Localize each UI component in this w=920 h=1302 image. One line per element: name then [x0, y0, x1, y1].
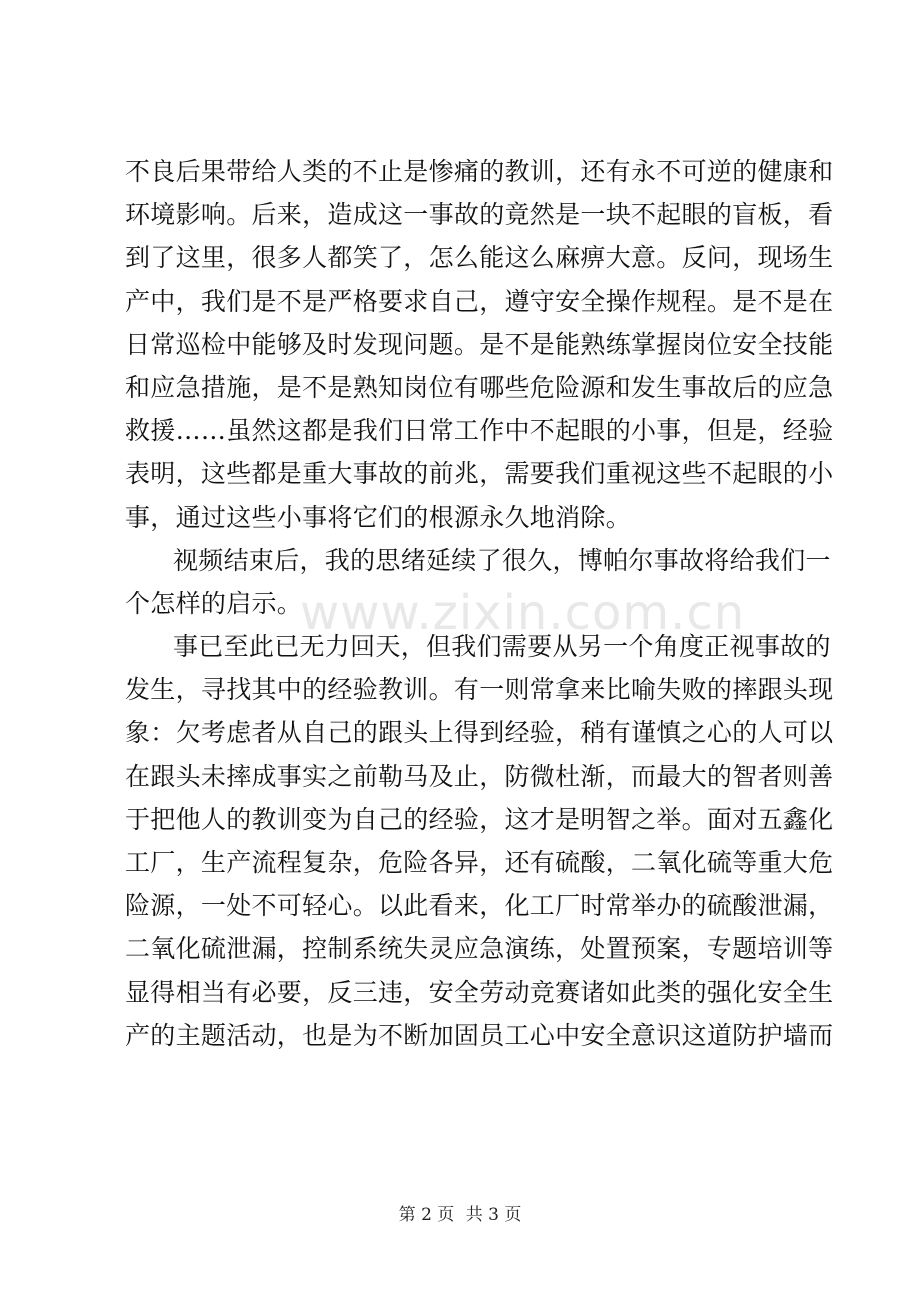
text-line: 不良后果带给人类的不止是惨痛的教训，还有永不可逆的健康和	[125, 157, 834, 186]
text-line: 二氧化硫泄漏，控制系统失灵应急演练，处置预案，专题培训等	[125, 934, 834, 964]
page-number: 第 2 页	[398, 1205, 455, 1225]
paragraph-2	[125, 539, 831, 625]
text-line: 象：欠考虑者从自己的跟头上得到经验，稍有谨慎之心的人可以	[125, 718, 834, 748]
text-line: 事已至此已无力回天，但我们需要从另一个角度正视事故的	[173, 632, 831, 662]
text-line: 救援……虽然这都是我们日常工作中不起眼的小事，但是，经验	[125, 416, 834, 446]
text-line: 于把他人的教训变为自己的经验，这才是明智之举。面对五鑫化	[125, 804, 834, 834]
text-line: 视频结束后，我的思绪延续了很久，博帕尔事故将给我们一	[173, 545, 831, 575]
text-line: 显得相当有必要，反三违，安全劳动竞赛诸如此类的强化安全生	[125, 977, 834, 1007]
text-line: 环境影响。后来，造成这一事故的竟然是一块不起眼的盲板，看	[125, 200, 834, 230]
body-text	[125, 150, 834, 1057]
text-line: 和应急措施，是不是熟知岗位有哪些危险源和发生事故后的应急	[125, 372, 834, 402]
paragraph-1	[125, 150, 834, 539]
watermark: www.zixin.com.cn	[300, 585, 746, 641]
text-line: 表明，这些都是重大事故的前兆，需要我们重视这些不起眼的小	[125, 459, 834, 489]
text-line: 事，通过这些小事将它们的根源永久地消除。	[125, 502, 632, 532]
text-line: 到了这里，很多人都笑了，怎么能这么麻痹大意。反问，现场生	[125, 243, 834, 273]
text-line: 险源，一处不可轻心。以此看来，化工厂时常举办的硫酸泄漏，	[125, 891, 834, 921]
text-line: 个怎样的启示。	[125, 588, 303, 618]
page-total: 共 3 页	[465, 1205, 522, 1225]
text-line: 产中，我们是不是严格要求自己，遵守安全操作规程。是不是在	[125, 286, 834, 316]
text-line: 日常巡检中能够及时发现问题。是不是能熟练掌握岗位安全技能	[125, 329, 834, 359]
text-line: 发生，寻找其中的经验教训。有一则常拿来比喻失败的摔跟头现	[125, 675, 834, 705]
text-line: 工厂，生产流程复杂，危险各异，还有硫酸，二氧化硫等重大危	[125, 848, 834, 877]
text-line: 产的主题活动，也是为不断加固员工心中安全意识这道防护墙而	[125, 1020, 834, 1050]
paragraph-3	[125, 625, 834, 1057]
page-footer	[0, 1200, 920, 1225]
text-line: 在跟头未摔成事实之前勒马及止，防微杜渐，而最大的智者则善	[125, 761, 834, 791]
